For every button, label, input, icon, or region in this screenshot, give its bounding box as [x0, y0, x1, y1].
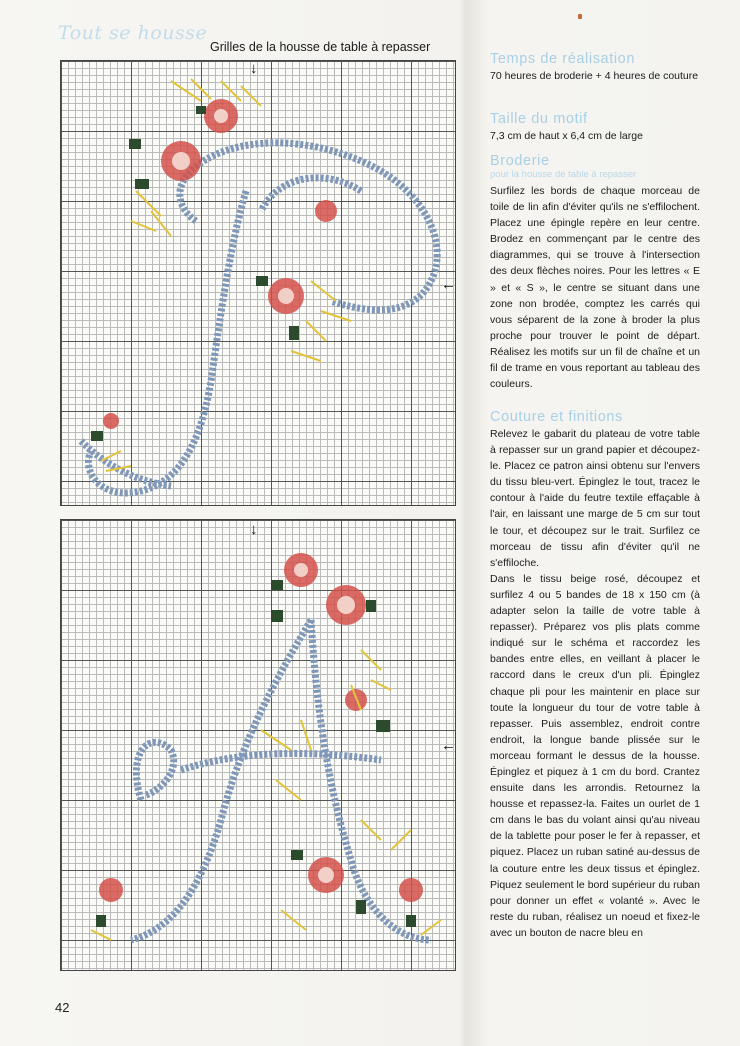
section-sewing [490, 409, 700, 941]
decorative-dot [578, 14, 582, 19]
center-arrow-left-2: ← [441, 737, 456, 754]
center-arrow-down-1: ↓ [250, 60, 258, 77]
size-heading: Taille du motif [490, 111, 588, 127]
center-arrow-down-2: ↓ [250, 521, 258, 538]
letter-p-motif [61, 61, 455, 505]
section-script-title: Tout se housse [58, 22, 208, 44]
page-number: 42 [55, 1000, 70, 1015]
sewing-text: Relevez le gabarit du plateau de votre table à repasser sur un grand papier et découpez-le. Placez ce patron ainsi obtenu sur l'envers du tissu bleu-vert. Épinglez le tout, tracez le contour à l'aide du feutre textile effaçable à l'air, en laissant une marge de 5 cm sur tout le tour, et découpez sur le trait. Surfilez ce morceau de tissu afin d'éviter qu'il ne s'effiloche. [490, 428, 700, 569]
center-arrow-left-1: ← [441, 276, 456, 293]
size-text: 7,3 cm de haut x 6,4 cm de large [490, 130, 643, 142]
grids-title: Grilles de la housse de table à repasser [210, 40, 431, 54]
cross-stitch-grid-letter-p [60, 60, 456, 506]
time-text: 70 heures de broderie + 4 heures de couture [490, 70, 699, 82]
sewing-heading: Couture et finitions [490, 409, 623, 425]
time-heading: Temps de réalisation [490, 51, 635, 67]
sewing-text-2: Dans le tissu beige rosé, découpez et surfilez 4 ou 5 bandes de 18 x 150 cm (à adapter selon la taille de votre table à repasser). Préparez vos plis plats comme indiqué sur le schéma et raccordez les bandes entre elles, en veillant à placer le raccord dans le creux d'un pli. Épinglez chaque pli pour les maintenir en place sur toute la longueur du tour de votre table à repasser. Puis assemblez, endroit contre endroit, la longue bande plissée sur le morceau formant le dessus de la housse. Épinglez et piquez à 1 cm du bord. Crantez ensuite dans les arrondis. Retournez la housse et repassez-la. Faites un ourlet de 1 cm dans le bas du volant ainsi qu'au niveau de la tablette pour poser le fer à repasser, et piquez. Placez un ruban satiné au-dessus de la couture entre les deux tissus et épinglez. Piquez seulement le bord supérieur du ruban pour donner un effet « volanté ». Avec le reste du ruban, réalisez un noeud et fixez-le avec un bouton de nacre bleu en [490, 572, 700, 939]
letter-a-motif [61, 520, 455, 970]
cross-stitch-grid-letter-a [60, 519, 456, 971]
section-time [490, 51, 700, 84]
section-size [490, 111, 700, 144]
embroidery-subheading: pour la housse de table à repasser [490, 169, 637, 180]
embroidery-text: Surfilez les bords de chaque morceau de toile de lin afin d'éviter qu'ils ne s'effilochent. Placez une épingle repère en leur centre. Brodez en commençant par le centre des diagrammes, qui se trouve à l'intersection des deux flèches noires. Pour les lettres « E » et « S », le centre se situant dans une zone non brodée, comptez les carrés qui vous séparent de la zone à broder la plus proche pour trouver le point de départ. Réalisez les motifs sur un fil de chaîne et un fil de trame en vous reportant au tableau des couleurs. [490, 185, 700, 391]
section-embroidery [490, 153, 700, 392]
embroidery-heading: Broderie [490, 153, 550, 169]
